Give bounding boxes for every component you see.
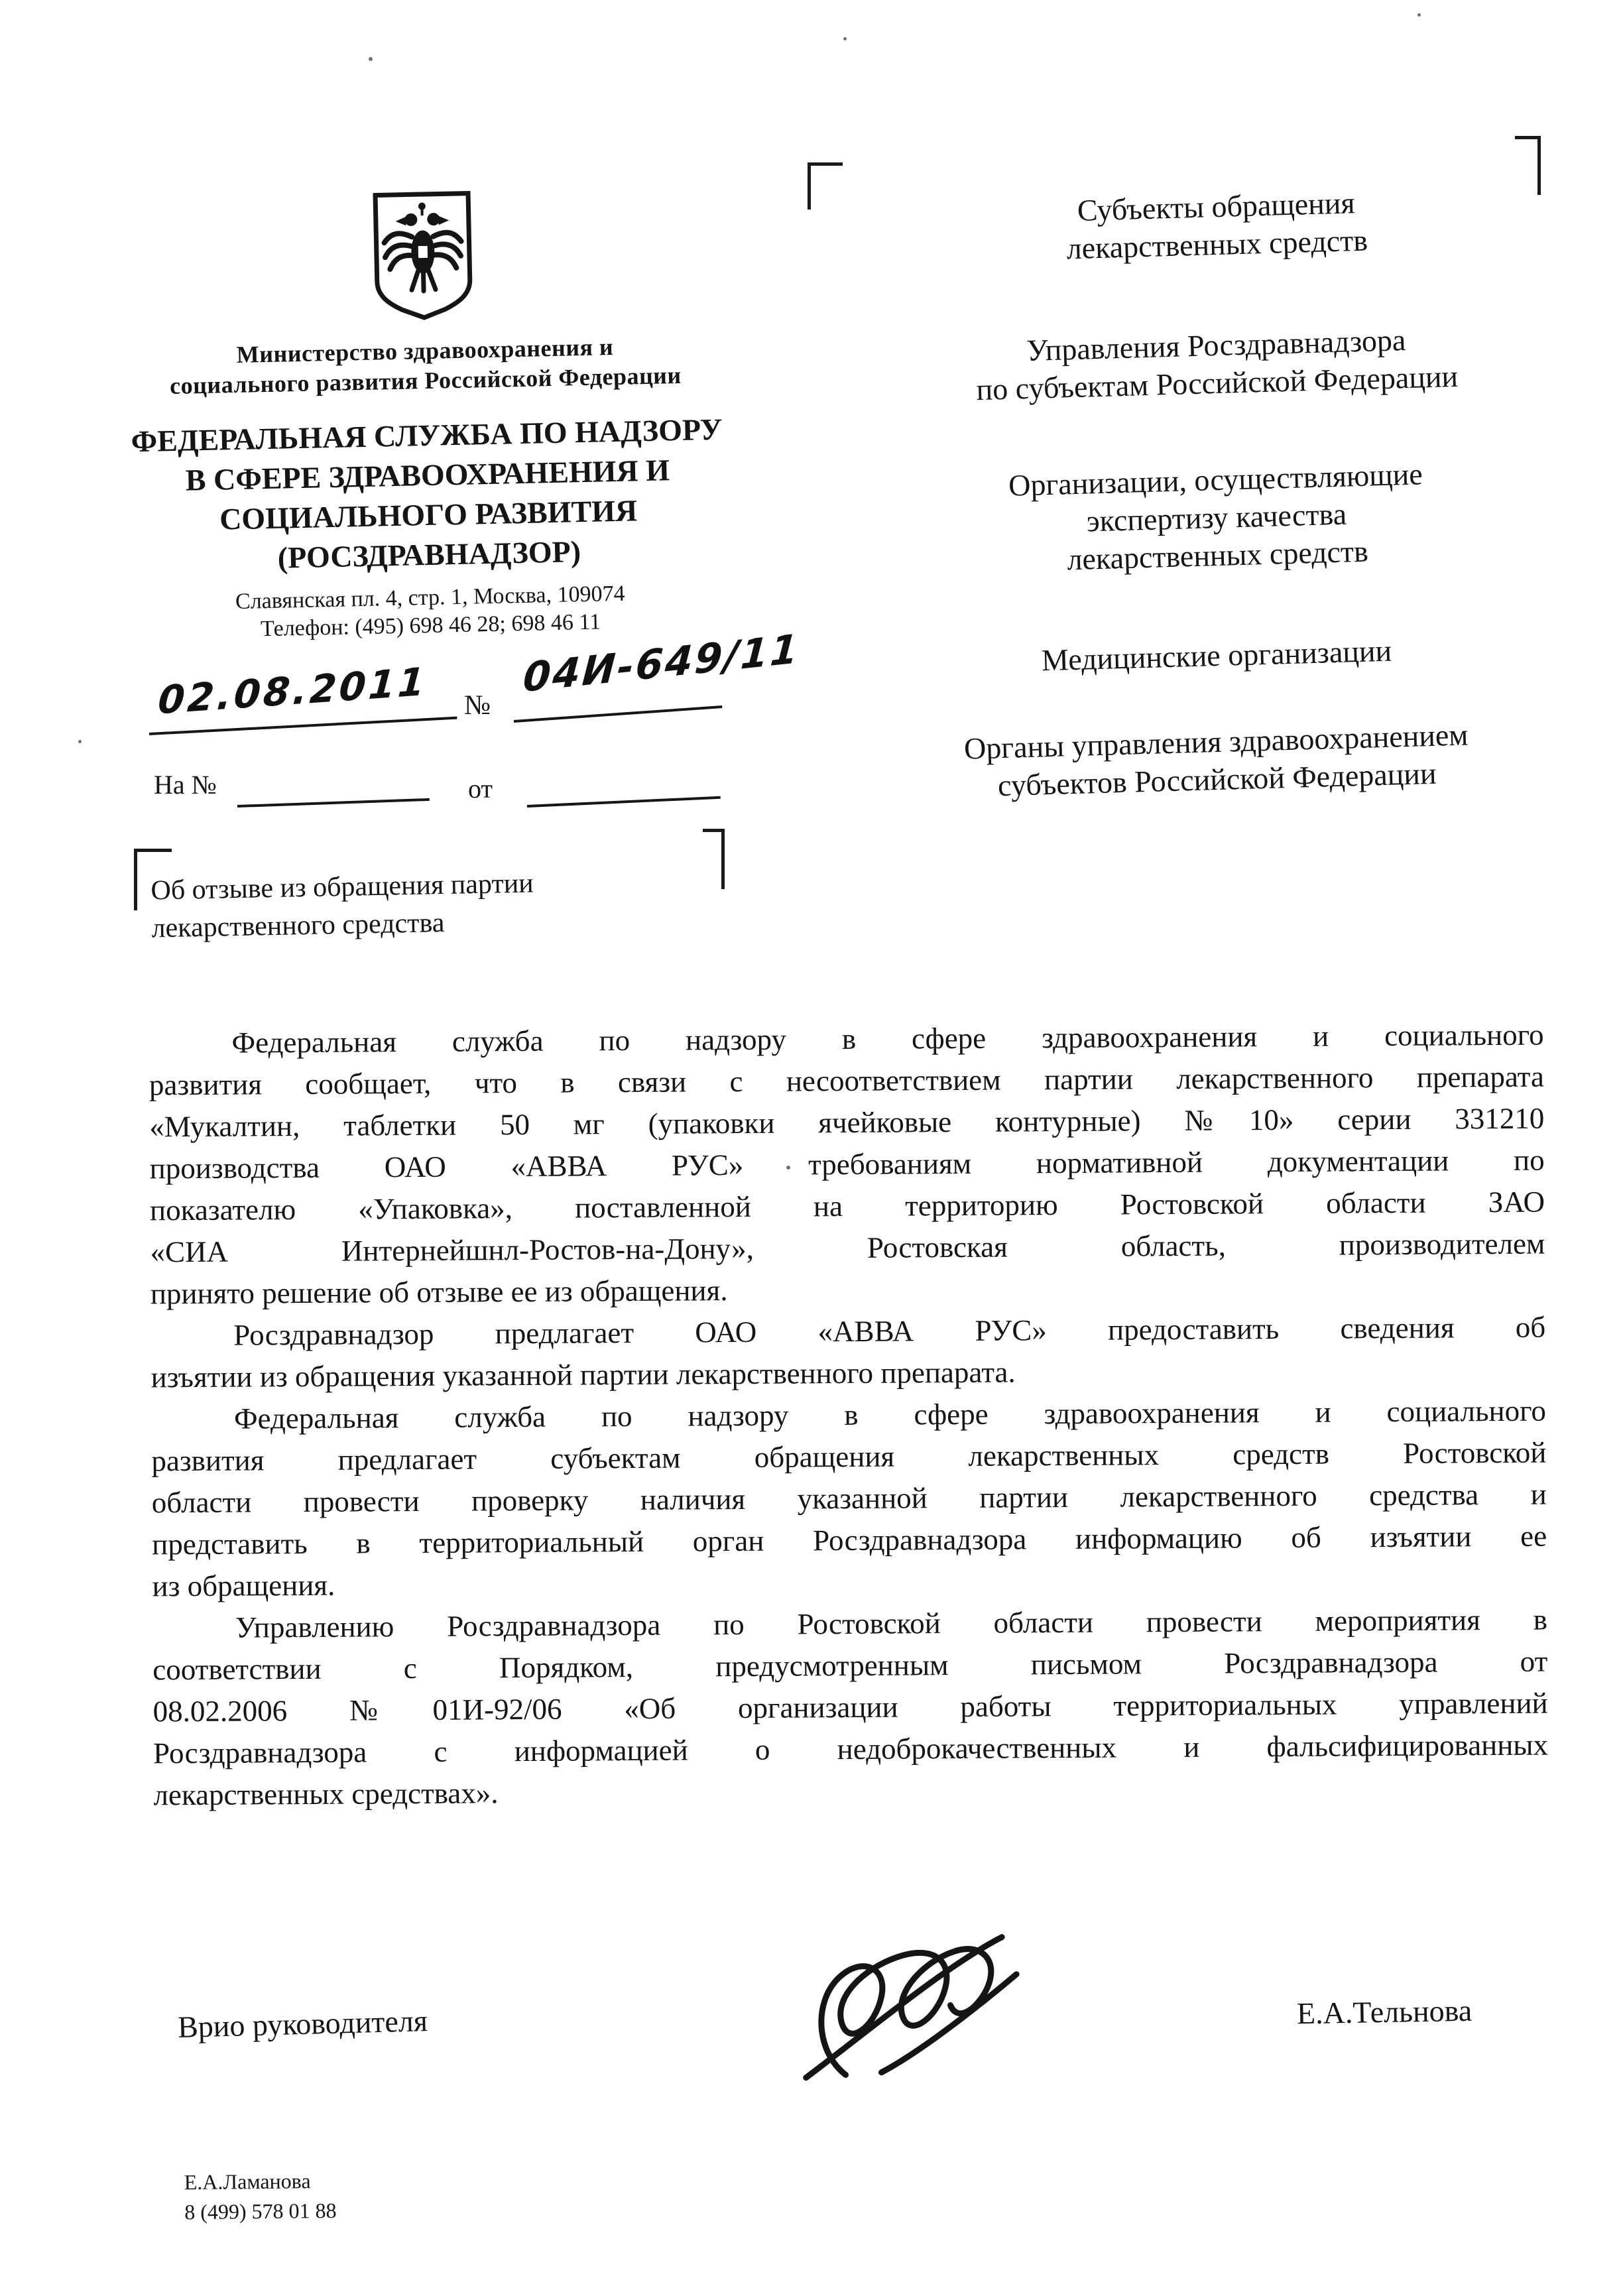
number-sign-label: №	[464, 690, 491, 721]
handwritten-outgoing-number: 04И-649/11	[521, 625, 802, 702]
addressee-item: Медицинские организации	[1041, 633, 1392, 678]
body-paragraph: Управлению Росздравнадзора по Ростовской области провести мероприятия в соответствии с Порядком, предусмотренным письмом Росздравнадзора от 08.02.2006 №01И-92/06 «Об организации работы территориальных управлений Росздравнадзора с информацией о недоброкачественных и фальсифицированных	[152, 1602, 1549, 1770]
corner-mark-subject-right	[703, 829, 725, 889]
body-paragraph-lastline: принято решение об отзыве ее из обращения.	[150, 1274, 728, 1311]
signature-icon	[768, 1915, 1061, 2106]
body-paragraph: Федеральная служба по надзору в сфере здравоохранения и социального развития предлагает субъектам обращения лекарственных средств Ростовской области провести проверку наличия указанной партии лекарственного средства и представить в территориальный орган Росздравнадзора информацию об изъятии ее	[151, 1394, 1547, 1561]
reference-number-underline	[237, 798, 430, 808]
scan-speck	[1417, 13, 1421, 17]
body-paragraph-lastline: изъятии из обращения указанной партии лекарственного препарата.	[150, 1355, 1016, 1394]
number-underline	[514, 705, 723, 723]
addressee-item: Субъекты обращения лекарственных средств	[1066, 186, 1368, 266]
body-paragraph-lastline: из обращения.	[152, 1568, 335, 1603]
reference-number-label: На №	[154, 770, 217, 800]
executor-phone: 8 (499) 578 01 88	[184, 2198, 337, 2224]
scan-speck	[78, 740, 82, 743]
scan-speck	[843, 37, 847, 40]
coat-of-arms-icon	[369, 188, 477, 322]
signer-position: Врио руководителя	[177, 2004, 428, 2044]
agency-phone: Телефон: (495) 698 46 28; 698 46 11	[260, 609, 601, 642]
agency-address: Славянская пл. 4, стр. 1, Москва, 109074	[235, 581, 625, 615]
subject-line: Об отзыве из обращения партии лекарственного средства	[150, 868, 534, 944]
agency-name: ФЕДЕРАЛЬНАЯ СЛУЖБА ПО НАДЗОРУ В СФЕРЕ ЗДРАВООХРАНЕНИЯ И СОЦИАЛЬНОГО РАЗВИТИЯ (РОСЗДРАВНАДЗОР)	[131, 412, 723, 575]
letter-body	[149, 1014, 1548, 1817]
addressee-item: Управления Росздравнадзора по субъектам Российской Федерации	[975, 323, 1459, 407]
letterhead	[86, 0, 762, 646]
ministry-name: Министерство здравоохранения и социального развития Российской Федерации	[169, 333, 682, 400]
addressee-item: Органы управления здравоохранением субъектов Российской Федерации	[963, 717, 1469, 803]
signer-name: Е.А.Тельнова	[1296, 1993, 1473, 2031]
executor-block	[184, 2166, 337, 2227]
executor-name: Е.А.Ламанова	[184, 2169, 311, 2195]
body-paragraph-lastline: лекарственных средствах».	[153, 1776, 499, 1812]
reference-from-underline	[527, 796, 721, 808]
body-paragraph: Федеральная служба по надзору в сфере здравоохранения и социального развития сообщает, что в связи с несоответствием партии лекарственного препарата «Мукалтин, таблетки 50 мг (упаковки ячейковые контурные) №10» серии 331210 производства ОАО «АВВА РУС» требованиям нормативной документации по показателю «Упаковка», поставленной на территорию Ростовской области ЗАО «СИА Интернейшнл-Ростов-на-Дону», Ростовская область, производителем	[149, 1018, 1545, 1269]
corner-mark-top-center	[808, 162, 843, 210]
reference-from-label: от	[468, 774, 493, 804]
addressee-item: Организации, осуществляющие экспертизу качества лекарственных средств	[1008, 457, 1423, 577]
body-paragraph: Росздравнадзор предлагает ОАО «АВВА РУС» предоставить сведения об	[233, 1310, 1546, 1352]
handwritten-date: 02.08.2011	[156, 658, 429, 723]
